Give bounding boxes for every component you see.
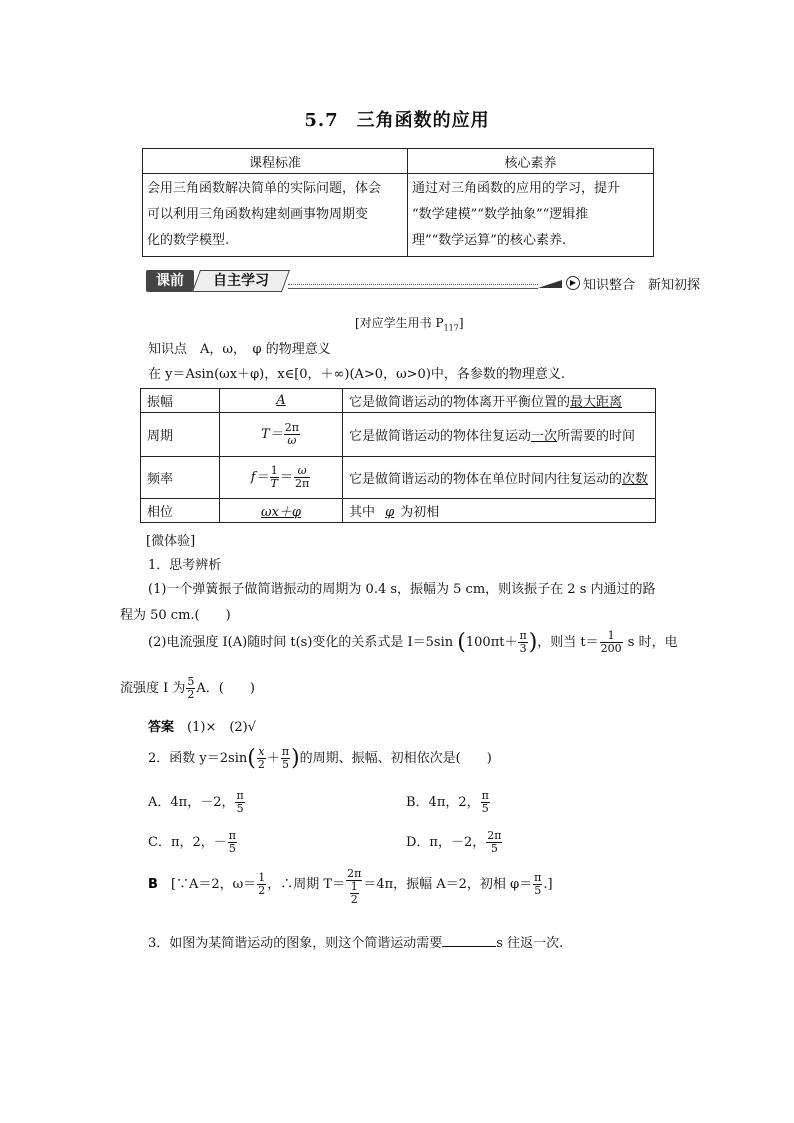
q1b-text: ，则当 t＝ <box>537 635 599 650</box>
q1c-text: A．( ) <box>196 681 255 696</box>
knowledge-intro: 在 y＝Asin(ωx＋φ)，x∈[0，＋∞)(A>0，ω>0)中，各参数的物理意义. <box>148 367 566 382</box>
desc-key: 次数 <box>622 472 649 487</box>
col-header-standard: 课程标准 <box>143 149 408 174</box>
literacy-cell <box>408 174 654 257</box>
banner-right-text: 知识整合 新知初探 <box>583 278 701 293</box>
denominator: T <box>270 477 278 490</box>
denominator: 2 <box>187 688 195 701</box>
denominator: 5 <box>228 842 236 855</box>
q1b-text: (2)电流强度 I(A)随时间 t(s)变化的关系式是 I＝5sin <box>148 635 454 650</box>
answer-blank[interactable] <box>442 934 496 947</box>
page-title <box>0 106 794 132</box>
denominator: 5 <box>481 802 489 815</box>
literacy-line: “数学建模”“数学抽象”“逻辑推 <box>412 207 589 222</box>
fraction <box>228 830 237 855</box>
numerator: 5 <box>187 675 195 688</box>
fraction <box>186 676 195 701</box>
section-number: 5.7 <box>304 110 339 131</box>
ref-bracket: ] <box>458 316 464 330</box>
denominator: 200 <box>600 642 622 655</box>
q3-text: 3．如图为某简谐运动的图象，则这个简谐运动需要 <box>148 936 443 951</box>
fraction <box>235 790 244 815</box>
equals: ＝ <box>279 470 293 485</box>
q3-stem <box>148 932 563 951</box>
denominator: 2 <box>258 884 266 897</box>
answer-text: (1)× (2)√ <box>187 720 257 735</box>
option-text: C．π，2，－ <box>148 835 227 850</box>
banner-arrow-icon <box>538 280 562 288</box>
q1b-text: s 时，电 <box>623 635 678 650</box>
param-desc <box>343 389 656 413</box>
table-row <box>141 413 656 457</box>
denominator: ω <box>287 434 297 447</box>
param-desc <box>343 457 656 499</box>
numerator: π <box>228 829 236 842</box>
solution-text: .] <box>543 877 553 892</box>
q2-option-a[interactable] <box>148 790 246 815</box>
knowledge-title: 知识点 A，ω， φ 的物理意义 <box>148 342 331 357</box>
desc-text: 它是做简谐运动的物体离开平衡位置的 <box>349 395 571 410</box>
denominator: 2 <box>350 893 358 906</box>
param-name: 振幅 <box>141 389 220 413</box>
param-formula <box>220 499 343 523</box>
numerator: π <box>519 629 527 642</box>
q1-title: 1．思考辨析 <box>148 558 222 573</box>
fraction <box>350 881 359 906</box>
desc-text: 它是做简谐运动的物体在单位时间内往复运动的 <box>349 472 623 487</box>
q1-a-line1: (1)一个弹簧振子做简谐振动的周期为 0.4 s，振幅为 5 cm，则该振子在 2 s 内通过的路 <box>148 582 656 597</box>
desc-text: 所需要的时间 <box>557 429 636 444</box>
denominator: 2 <box>257 758 265 771</box>
param-name: 频率 <box>141 457 220 499</box>
q2-text: 的周期、振幅、初相依次是( ) <box>299 751 492 766</box>
standards-table <box>142 148 654 257</box>
formula-text: A <box>276 393 286 408</box>
section-title: 三角函数的应用 <box>356 110 490 131</box>
q2-option-c[interactable] <box>148 830 238 855</box>
banner-label-light <box>192 270 290 292</box>
q1-b-line: (2)电流强度 I(A)随时间 t(s)变化的关系式是 I＝5sin (100πt＋ $\frac{\pi}{3}$ )，则当 t＝ $\frac{1}{200}$ s 时，电 <box>148 629 678 655</box>
solution-text: ＝4π，振幅 A＝2，初相 φ＝ <box>363 877 533 892</box>
literacy-line: 理”“数学运算”的核心素养. <box>412 233 567 248</box>
numerator: 2π <box>487 829 502 842</box>
fraction <box>281 746 290 771</box>
option-text: A．4π，－2， <box>148 795 235 810</box>
table-row <box>141 499 656 523</box>
param-formula <box>220 389 343 413</box>
option-text: D．π，－2， <box>406 835 486 850</box>
q3-text: s 往返一次. <box>496 936 564 951</box>
numerator: 2π <box>284 421 299 434</box>
numerator: π <box>281 745 290 758</box>
fraction <box>284 422 300 447</box>
formula-text: ωx＋φ <box>260 505 302 520</box>
q2-plus: ＋ <box>266 751 280 766</box>
denominator: 3 <box>519 642 527 655</box>
denominator: 5 <box>534 884 542 897</box>
table-row <box>141 457 656 499</box>
table-row <box>141 389 656 413</box>
book-reference <box>355 314 464 332</box>
section-banner <box>146 270 706 294</box>
numerator: x <box>258 745 265 758</box>
standard-line: 可以利用三角函数构建刻画事物周期变 <box>147 207 369 222</box>
q2-option-b[interactable] <box>406 790 491 815</box>
fraction <box>257 872 266 897</box>
param-desc <box>343 499 656 523</box>
denominator: 5 <box>236 802 244 815</box>
standard-line: 会用三角函数解决简单的实际问题，体会 <box>147 181 382 196</box>
desc-text: 其中 <box>349 505 376 520</box>
desc-text: 它是做简谐运动的物体往复运动 <box>349 429 532 444</box>
fraction <box>600 630 623 655</box>
fraction <box>294 465 310 490</box>
fraction <box>270 465 279 490</box>
ref-text: [对应学生用书 P <box>355 316 444 330</box>
option-text: B．4π，2， <box>406 795 480 810</box>
numerator: π <box>534 871 542 884</box>
denominator: 5 <box>490 842 498 855</box>
denominator: 2π <box>294 477 310 490</box>
desc-text: 为初相 <box>400 505 440 520</box>
formula-text: T＝ <box>261 427 283 442</box>
param-name: 相位 <box>141 499 220 523</box>
compound-fraction <box>346 868 362 906</box>
numerator: π <box>481 789 489 802</box>
solution-label: B <box>148 877 158 892</box>
param-desc <box>343 413 656 457</box>
banner-rule <box>288 288 538 289</box>
numerator: 1 <box>270 464 278 477</box>
banner-rule <box>288 284 538 285</box>
fraction <box>481 790 490 815</box>
q2-text: 2．函数 y＝2sin <box>148 751 248 766</box>
q2-solution <box>148 867 553 906</box>
q2-option-d[interactable] <box>406 830 503 855</box>
numerator: 1 <box>600 630 623 643</box>
denominator: 5 <box>281 758 289 771</box>
standard-line: 化的数学模型. <box>147 233 230 248</box>
banner-label-dark: 课前 <box>146 270 194 292</box>
q1-c-line <box>120 676 255 701</box>
solution-text: ，∴周期 T＝ <box>267 877 346 892</box>
q1-answer <box>148 716 256 735</box>
param-formula <box>220 457 343 499</box>
param-formula <box>220 413 343 457</box>
numerator: 2π <box>347 867 362 880</box>
ref-page: 117 <box>443 323 459 333</box>
fraction <box>486 830 502 855</box>
numerator: 1 <box>258 871 266 884</box>
numerator: ω <box>294 465 310 478</box>
desc-key: φ <box>385 505 395 520</box>
col-header-literacy: 核心素养 <box>408 149 654 174</box>
experience-label: [微体验] <box>146 534 196 549</box>
standard-cell <box>143 174 408 257</box>
denominator <box>346 881 362 906</box>
desc-key: 最大距离 <box>570 395 623 410</box>
q1-a-line2: 程为 50 cm.( ) <box>120 608 231 623</box>
solution-text: [∵A＝2，ω＝ <box>170 877 257 892</box>
numerator: 1 <box>350 880 358 893</box>
play-icon: ▶ <box>566 276 580 290</box>
q1c-text: 流强度 I 为 <box>120 681 186 696</box>
answer-label: 答案 <box>148 720 175 735</box>
banner-light-text: 自主学习 <box>213 273 269 289</box>
q1b-arg: 100πt＋ <box>465 635 518 650</box>
fraction <box>533 872 542 897</box>
fraction <box>518 630 527 655</box>
formula-text: f＝ <box>250 470 269 485</box>
param-name: 周期 <box>141 413 220 457</box>
q2-stem: 2．函数 y＝2sin( $\frac{x}{2}$ ＋ $\frac{\pi}{5}$ )的周期、振幅、初相依次是( ) <box>148 745 492 771</box>
literacy-line: 通过对三角函数的应用的学习，提升 <box>412 181 621 196</box>
numerator: π <box>236 789 244 802</box>
params-table <box>140 388 656 523</box>
desc-key: 一次 <box>531 429 558 444</box>
fraction <box>257 746 266 771</box>
